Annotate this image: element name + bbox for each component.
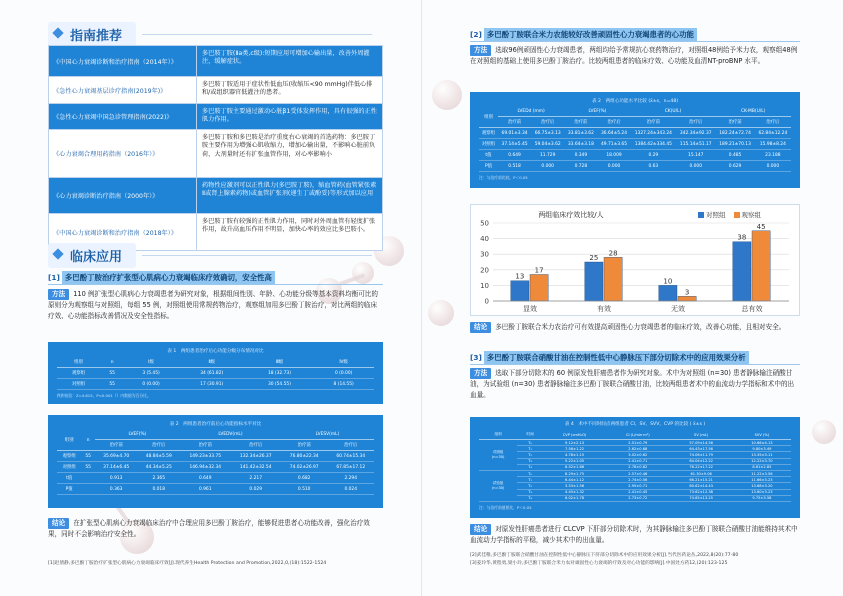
chart-plot	[471, 205, 801, 317]
y-tick-label: 0	[484, 297, 489, 306]
table-row: T₃ 4.45±1.32 2.41±0.45 73.62±12.38 13.60±3.23	[479, 489, 791, 495]
section-title: 临床应用	[48, 243, 136, 268]
guideline-desc: 多巴胺丁胺和多巴胺是治疗重度右心衰竭的首选药物：多巴胺丁胺主要作用为增强心肌收缩力，增加心输出量，不影响心脏前负荷，大剂量时还有扩张血管作用，对心率影响小	[202, 134, 376, 158]
method-badge: 方法	[470, 368, 491, 379]
table-row: 观察组 55 3 (5.45) 34 (61.82) 18 (32.73) 0 (0.00)	[57, 368, 374, 379]
molecule-decoration	[428, 300, 454, 326]
table-row: P值 0.363 0.018 0.961 0.029 0.510 0.024	[57, 484, 374, 495]
table-row: 对照组 55 37.14±6.45 44.34±5.25 146.94±32.34 141.42±32.54 74.02±26.97 67.85±17.12	[57, 462, 374, 473]
table-row: T₄ 6.02±1.78 2.73±0.72 74.65±13.25 9.75±3.58	[479, 495, 791, 501]
table-grade-distribution: 表 1 两组患者治疗后心功能分级分布情况对比 组别 n Ⅰ级 Ⅱ级 Ⅲ级 Ⅳ级 观察组 55 3 (5.45) 34 (61.82) 18 (32.73) 0 (0.00) 对照组 55 0 (0.00) 17 (30.91) 30 (54.55) 8 (14.55) 秩和检验：Z=4.615，P<0.001（）内数据为百分比。	[48, 342, 383, 404]
guideline-row	[49, 76, 382, 103]
guideline-desc: 药物性应激剂可以正性肌力(多巴胺丁胺)，缩血管药(血管紧张素Ⅱ或肾上腺素药物)或血管扩张剂(递生丁或酚妥)等形式加以应用	[197, 178, 382, 213]
conclusion-paragraph: 结论 多巴酚丁胺联合米力农治疗可有效提高顽固性心力衰竭患者的临床疗效，改善心功能，且相对安全。	[470, 322, 800, 333]
y-tick-label: 10	[480, 281, 489, 290]
study-title-text: 多巴酚丁胺联合硝酸甘油在控制性低中心静脉压下部分切除术中的应用效果分析	[484, 351, 749, 364]
guideline-name: 《心力衰竭合理用药指南（2016年）》	[49, 130, 197, 177]
method-badge: 方法	[470, 45, 491, 56]
table-row: 对照组 55 0 (0.00) 17 (30.91) 30 (54.55) 8 (14.55)	[57, 379, 374, 390]
bar	[659, 285, 677, 301]
study-title: [3] 多巴酚丁胺联合硝酸甘油在控制性低中心静脉压下部分切除术中的应用效果分析	[470, 351, 749, 364]
reference: [2]武佳稚,多巴酚丁胺联合硝酸甘油在控制性低中心静脉压下肝部分切除术中的应用效果分析[J].当代医药论丛,2022,8(20):77-80 [3]姜玲华,黄程勇,梁小玲,多巴酚丁胺联合米力农对顽固性心力衰竭的疗效及对心功能的影响[J].中国处方药12,(20):123-125	[470, 553, 739, 566]
group-name: 试验组 (n=30)	[479, 470, 517, 501]
data-label: 45	[756, 222, 766, 231]
method-paragraph: 方法 110 例扩张型心肌病心力衰竭患者为研究对象，根据组间性别、年龄、心功能分级等基本资料均衡可比的原则分为观察组与对照组，每组 55 例，对照组使用常规药物治疗，观察组加用多巴酚丁胺治疗，对比两组的临床疗效、心功能指标改善情况及安全性指标。	[48, 290, 378, 320]
bar	[511, 281, 529, 301]
method-paragraph: 方法 选取下部分切除术的 60 例原发性肝癌患者作为研究对象。术中为对照组 (n=30) 患者静脉输注硝酸甘油，为试验组 (n=30) 患者静脉输注多巴酚丁胺联合硝酸甘油，比较两组患者术中的血流动力学指标和术中的出血量。	[470, 369, 795, 399]
y-tick-label: 50	[480, 219, 489, 228]
data-label: 25	[589, 254, 599, 262]
molecule-decoration	[812, 420, 836, 444]
bar	[585, 262, 603, 301]
reference: [1]赵倩静,多巴酚丁胺治疗扩张型心肌病心力衰竭临床疗效[J].现代养生Health Protection and Promotion,2022,0,(18):1522-1524	[48, 561, 327, 566]
table-caption: 表 2 两组心功能水平比较 (x̄±s，n=48)	[591, 99, 679, 104]
guideline-desc: 多巴胺丁胺(Ⅱa类,c级):短期应用可增加心输出量，改善外周灌注，缓解症状。	[197, 46, 382, 76]
bar	[678, 296, 696, 301]
guideline-name: 《中国心力衰竭诊断和治疗指南（2014年）》	[49, 46, 197, 76]
table-row: T₁ 7.56±1.22 2.62±0.68 64.43±17.56 9.80±3.49	[479, 446, 791, 452]
y-tick-label: 30	[480, 250, 489, 259]
data-label: 38	[737, 233, 747, 242]
table-row: T₄ 6.52±1.66 2.78±0.62 76.22±17.22 8.61±2.85	[479, 464, 791, 470]
table-cardiac-indicators: 表 2 两组心功能水平比较 (x̄±s，n=48) 组别 LVEDd (mm) LVEF(%) CK(U/L) CK-MB(U/L) 治疗前 治疗后 治疗前 治疗后 治疗前 治疗后 治疗前 治疗后 观察组 69.01±3.34 66.75±3.13 33.81±3.62 36.64±5.24 1327.24±343.24 342.34±92.37 182.24±72.74 62.84±12.24 对照组 37.14±5.45 59.04±3.62 33.64±3.18 49.71±3.65 1384.42±334.45 115.14±51.17 189.21±70.13 15.98±8.24 t值 0.649 11.729 0.349 18.009 0.29 15.147 0.485 23.188 P值 0.518 0.000 0.728 0.000 0.63 0.000 0.629 0.000 注：与治疗前比较，P＜0.05	[470, 92, 800, 188]
chart-title: 两组临床疗效比较/人	[538, 211, 604, 219]
molecule-decoration	[432, 80, 462, 110]
guideline-name: 《中国心力衰竭诊断和治疗指南（2018年）》	[49, 214, 197, 250]
table-row: 观察组 55 35.69±4.70 48.84±5.59 149.23±33.75 132.34±26.37 76.80±22.34 60.74±15.34	[57, 451, 374, 462]
section-header-clinical	[48, 243, 372, 268]
guideline-desc: 多巴胺丁胺有较强的正性肌力作用，同时对外周血管有轻度扩张作用，故升高血压作用不明显，加快心率的效应比多巴胺小。	[202, 218, 376, 234]
guideline-desc: 多巴胺丁胺主要通过激动心脏β1受体发挥作用，具有很强的正性肌力作用。	[197, 104, 382, 129]
bar	[530, 274, 548, 301]
bar	[752, 231, 770, 301]
study-title-text: 多巴酚丁胺治疗扩张型心肌病心力衰竭临床疗效确切，安全性高	[62, 271, 275, 284]
table-note: 注：与治疗前值相比，P＜0.05	[479, 504, 532, 510]
table-caption: 表 1 两组患者治疗后心功能分级分布情况对比	[167, 349, 264, 354]
bar	[733, 242, 751, 301]
efficacy-chart	[470, 204, 800, 316]
y-tick-label: 20	[480, 266, 489, 275]
method-badge: 方法	[48, 289, 69, 300]
table-row: t值 0.913 2.365 0.649 2.217 0.682 2.294	[57, 473, 374, 484]
guideline-row	[49, 177, 382, 213]
guideline-table	[48, 45, 383, 251]
group-name: 对照组 (n=30)	[479, 440, 517, 471]
table-note: 注：与治疗前比较，P＜0.05	[479, 175, 528, 180]
table-row: P值 0.518 0.000 0.728 0.000 0.63 0.000 0.629 0.000	[479, 161, 791, 172]
legend-item: 观察组	[734, 210, 762, 219]
guideline-row	[49, 129, 382, 177]
x-tick-label: 有效	[597, 305, 611, 313]
table-hemodynamics: 表 4 术中不同时间点两组患者 CI、SV、SVV、CVP 的比较 ( x̄±s ) 组别 时间 CVP (cmH₂O) CI (L/min·m²) SV (mL) SVV (%) 对照组 (n=30) T₀ 9.12±2.13 2.51±0.79 57.09±14.56 10.66±4.13 T₁ 7.56±1.22 2.62±0.68 64.43±17.56 9.80±3.49 T₂ 4.78±1.15 3.02±0.62 74.06±11.79 13.35±3.11 T₃ 5.22±1.05 2.41±0.71 64.04±12.22 12.22±3.70 T₄ 6.52±1.66 2.78±0.62 76.22±17.22 8.61±2.85 试验组 (n=30) T₀ 8.29±1.75 2.57±0.46 61.30±9.06 11.22±3.56 T₁ 6.44±1.12 2.74±0.56 66.21±15.21 11.66±3.23 T₂ 3.53±1.56 2.95±0.71 80.62±14.43 13.68±3.20 T₃ 4.45±1.32 2.41±0.45 73.62±12.38 13.60±3.23 T₄ 6.02±1.78 2.73±0.72 74.65±13.25 9.75±3.58 注：与治疗前值相比，P＜0.05	[470, 417, 800, 518]
method-paragraph: 方法 选取96例顽固性心力衰竭患者，两组均给予常规抗心衰药物治疗，对照组48例给予米力农，观察组48例在对照组的基础上使用多巴酚丁胺治疗。比较两组患者的临床疗效、心功能及血清NT-proBNP 水平。	[470, 46, 798, 65]
data-label: 10	[663, 277, 673, 286]
table-row: T₃ 5.22±1.05 2.41±0.71 64.04±12.22 12.22±3.70	[479, 458, 791, 464]
guideline-row	[49, 103, 382, 129]
x-tick-label: 无效	[671, 305, 685, 313]
conclusion-badge: 结论	[470, 322, 491, 333]
conclusion-badge: 结论	[48, 518, 69, 529]
data-label: 28	[608, 249, 618, 258]
section-title: 指南推荐	[48, 22, 136, 47]
legend-item: 对照组	[698, 210, 726, 219]
table-row: 对照组 37.14±5.45 59.04±3.62 33.64±3.18 49.71±3.65 1384.42±334.45 115.14±51.17 189.21±70.13 15.98±8.24	[479, 139, 791, 150]
bar	[604, 257, 622, 301]
guideline-name: 《心力衰竭诊断治疗指南（2000年）》	[49, 178, 197, 213]
conclusion-paragraph: 结论 对原发性肝癌患者进行 CLCVP 下肝部分切除术时，为其静脉输注多巴酚丁胺联合硝酸甘油能维持其术中血流动力学指标的平稳，减少其术中的出血量。	[470, 525, 798, 544]
table-note: 秩和检验：Z=4.615，P<0.001（）内数据为百分比。	[57, 393, 151, 398]
study-title-text: 多巴酚丁胺联合米力农能较好改善顽固性心力衰竭患者的心功能	[484, 28, 697, 41]
table-row: 观察组 69.01±3.34 66.75±3.13 33.81±3.62 36.64±5.24 1327.24±343.24 342.34±92.37 182.24±72.74 62.84±12.24	[479, 128, 791, 139]
study-title: [2] 多巴酚丁胺联合米力农能较好改善顽固性心力衰竭患者的心功能	[470, 28, 697, 41]
left-page	[0, 0, 421, 596]
guideline-name: 《急性心力衰竭中国急诊管理指南(2022)》	[49, 104, 197, 129]
table-row: T₂ 3.53±1.56 2.95±0.71 80.62±14.43 13.68±3.20	[479, 483, 791, 489]
table-row: T₁ 6.44±1.12 2.74±0.56 66.21±15.21 11.66±3.23	[479, 477, 791, 483]
guideline-desc: 多巴胺丁胺适用于症状性低血压(收缩压<90 mmHg)伴低心排和/或组织器官低灌注的患者。	[202, 81, 373, 97]
table-row: T₂ 4.78±1.15 3.02±0.62 74.06±11.79 13.35±3.11	[479, 452, 791, 458]
table-caption: 表 4 术中不同时间点两组患者 CI、SV、SVV、CVP 的比较 ( x̄±s )	[564, 422, 706, 427]
guideline-row	[49, 46, 382, 76]
study-title: [1] 多巴酚丁胺治疗扩张型心肌病心力衰竭临床疗效确切，安全性高	[48, 271, 275, 284]
data-label: 3	[684, 288, 690, 297]
table-row: 对照组 (n=30) T₀ 9.12±2.13 2.51±0.79 57.09±14.56 10.66±4.13	[479, 440, 791, 446]
x-tick-label: 总有效	[741, 305, 763, 313]
data-label: 13	[515, 272, 525, 281]
table-cardiac-function: 表 2 两组患者治疗前后心功能指标水平对比 组别 n LVEF(%) LVEDV(mL) LVESV(mL) 治疗前 治疗后 治疗前 治疗后 治疗前 治疗后 观察组 55 35.69±4.70 48.84±5.59 149.23±33.75 132.34±26.37 76.80±22.34 60.74±15.34 对照组 55 37.14±6.45 44.34±5.25 146.94±32.34 141.42±32.54 74.02±26.97 67.85±17.12 t值 0.913 2.365 0.649 2.217 0.682 2.294 P值 0.363 0.018 0.961 0.029 0.510 0.024	[48, 415, 383, 508]
conclusion-paragraph: 结论 在扩张型心肌病心力衰竭临床治疗中合理应用多巴酚丁胺治疗，能够促进患者心功能改善，强化治疗效果，同时不会影响治疗安全性。	[48, 519, 370, 538]
y-tick-label: 40	[480, 235, 489, 244]
guideline-name: 《急性心力衰竭基层诊疗指南(2019年)》	[49, 77, 197, 103]
section-header-guidelines	[48, 22, 372, 47]
data-label: 17	[534, 266, 544, 275]
x-tick-label: 显效	[523, 305, 537, 313]
table-caption: 表 2 两组患者治疗前后心功能指标水平对比	[169, 422, 262, 427]
table-row: 试验组 (n=30) T₀ 8.29±1.75 2.57±0.46 61.30±9.06 11.22±3.56	[479, 470, 791, 476]
table-row: t值 0.649 11.729 0.349 18.009 0.29 15.147 0.485 23.188	[479, 150, 791, 161]
conclusion-badge: 结论	[470, 524, 491, 535]
